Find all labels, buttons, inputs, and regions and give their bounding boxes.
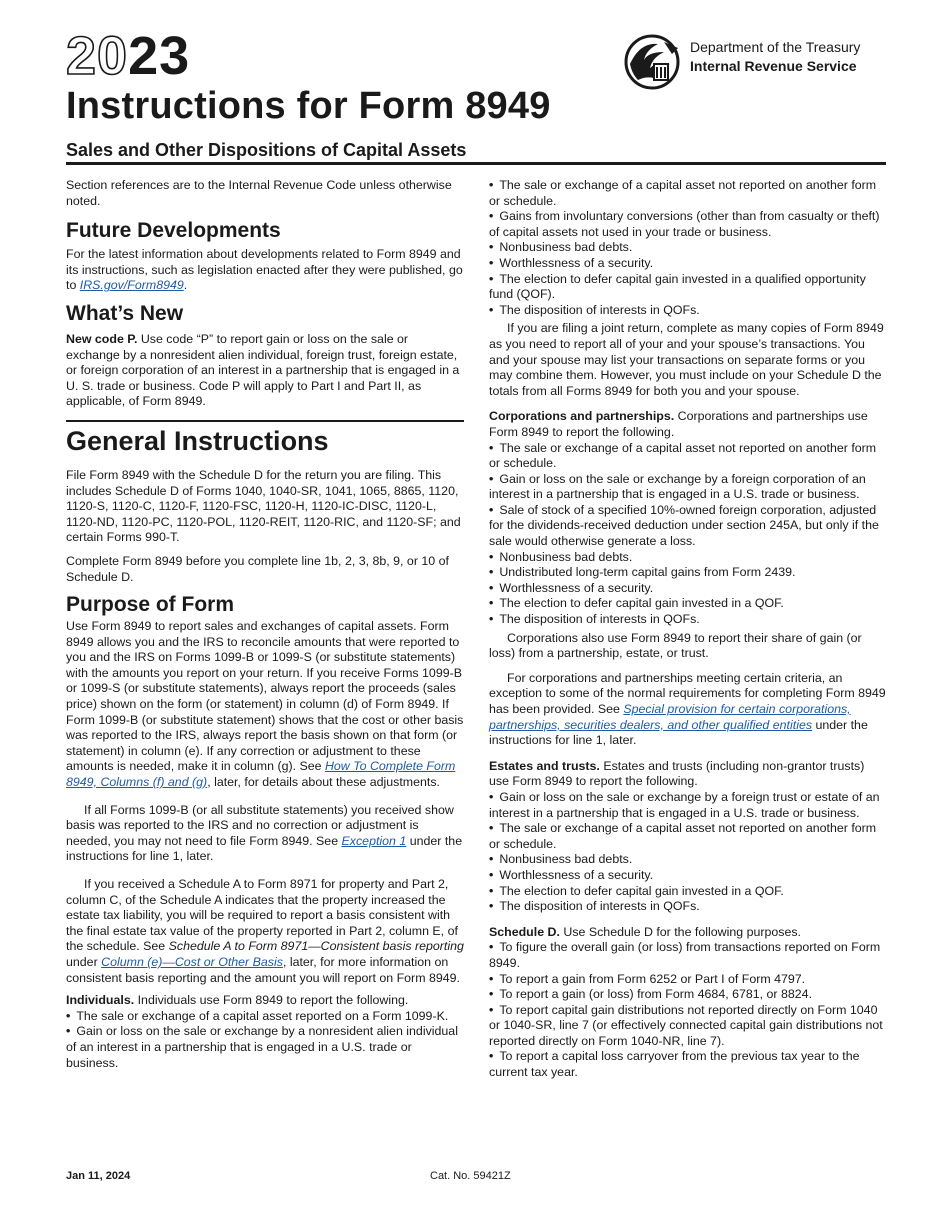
purpose-p3-text: If you received a Schedule A to Form 8971 for property and Part 2, column C, of the Schedule A indicates that the property increased the estate tax liability, you will be required to report a basis consistent with the final estate tax value of the property reported in Part 2, column E, of the schedule. See [66, 877, 458, 954]
irs-eagle-logo-icon [624, 34, 684, 90]
purpose-paragraph-3 [66, 877, 464, 986]
list-item: • The disposition of interests in QOFs. [489, 899, 887, 915]
list-item: • Worthlessness of a security. [489, 581, 887, 597]
estates-text: Estates and trusts (including non-grantor trusts) use Form 8949 to report the following. [489, 758, 865, 789]
agency-block [690, 38, 860, 76]
purpose-heading: Purpose of Form [66, 593, 235, 617]
footer-date: Jan 11, 2024 [66, 1170, 131, 1182]
list-item: • To report a gain from Form 6252 or Part I of Form 4797. [489, 972, 887, 988]
general-paragraph-1: File Form 8949 with the Schedule D for the return you are filing. This includes Schedule D of Forms 1040, 1040-SR, 1041, 1065, 8865, 1120, 1120-S, 1120-C, 1120-F, 1120-FSC, 1120-H, 1120-IC-DISC, 1120-L, 1120-ND, 1120-PC, 1120-POL, 1120-REIT, 1120-RIC, and 1120-SF; and certain Forms 990-T. [66, 467, 461, 545]
agency-name: Internal Revenue Service [690, 58, 857, 74]
list-item: • To figure the overall gain (or loss) from transactions reported on Form 8949. [489, 940, 887, 971]
general-instructions-heading: General Instructions [66, 425, 329, 456]
list-item: • Nonbusiness bad debts. [489, 240, 887, 256]
individuals-label: Individuals. [66, 993, 135, 1008]
purpose-paragraph-1 [66, 619, 464, 791]
purpose-paragraph-2 [66, 803, 464, 865]
corporations-paragraph-3 [489, 671, 887, 749]
list-item: • Gain or loss on the sale or exchange by a foreign trust or estate of an interest in a partnership that is engaged in a U.S. trade or business. [489, 790, 887, 821]
left-column [66, 178, 464, 1071]
new-code-paragraph [66, 332, 464, 410]
corp-p3-end: under the instructions for line 1, later. [489, 717, 868, 748]
whats-new-heading: What’s New [66, 301, 184, 325]
corporations-text: Corporations and partnerships use Form 8949 to report the following. [489, 409, 868, 439]
list-item: • Gain or loss on the sale or exchange by a nonresident alien individual of an interest in a partnership that is engaged in a U.S. trade or business. [66, 1024, 464, 1071]
general-paragraph-2: Complete Form 8949 before you complete line 1b, 2, 3, 8b, 9, or 10 of Schedule D. [66, 553, 449, 584]
exception-1-link[interactable]: Exception 1 [341, 833, 407, 848]
year-solid: 23 [128, 26, 191, 86]
footer-catalog-number: Cat. No. 59421Z [430, 1170, 511, 1182]
special-provision-link[interactable]: Special provision for certain corporations, partnerships, securities dealers, and other qualified entities [489, 702, 851, 732]
list-item: • Gains from involuntary conversions (other than from casualty or theft) of capital assets not used in your trade or business. [489, 209, 887, 240]
page-subtitle: Sales and Other Dispositions of Capital Assets [66, 140, 467, 160]
future-end: . [183, 278, 188, 293]
columns-f-g-link[interactable]: How To Complete Form 8949, Columns (f) and (g) [66, 759, 456, 790]
list-item: • To report a capital loss carryover from the previous tax year to the current tax year. [489, 1049, 887, 1080]
individuals-paragraph [66, 993, 464, 1009]
purpose-p2-text: If all Forms 1099-B (or all substitute statements) you received show basis was reported to the IRS and no correction or adjustment is needed, you may not need to file Form 8949. See [66, 802, 454, 848]
header-rule [66, 162, 886, 165]
new-code-label: New code P. [66, 331, 138, 346]
list-item: • The sale or exchange of a capital asset not reported on another form or schedule. [489, 441, 887, 472]
corporations-paragraph-2: Corporations also use Form 8949 to report their share of gain (or loss) from a partnership, estate, or trust. [489, 630, 862, 661]
intro-text: Section references are to the Internal Revenue Code unless otherwise noted. [66, 178, 452, 208]
purpose-p3-italic: Schedule A to Form 8971—Consistent basis reporting [168, 939, 464, 954]
estates-label: Estates and trusts. [489, 758, 600, 773]
list-item: • The sale or exchange of a capital asset reported on a Form 1099-K. [66, 1009, 464, 1025]
purpose-p1-text: Use Form 8949 to report sales and exchanges of capital assets. Form 8949 allows you and the IRS to reconcile amounts that were reported to you and the IRS on Forms 1099-B or 1099-S (or substitute statements) with the amounts you report on your return. If you receive Forms 1099-B or 1099-S (or substitute statements), always report the proceeds (sales price) shown on the form (or statement) in column (d) of Form 8949. If Form 1099-B (or substitute statement) shows that the cost or other basis was reported to the IRS, always report the basis shown on that form (or statement) in column (e). If any correction or adjustment to these amounts is needed, make it in column (g). See [66, 619, 464, 774]
general-rule [66, 420, 464, 422]
schedule-d-label: Schedule D. [489, 924, 560, 939]
purpose-p2-end: under the instructions for line 1, later. [66, 833, 463, 864]
purpose-p1-end: , later, for details about these adjustments. [207, 775, 440, 790]
list-item: • The election to defer capital gain invested in a QOF. [489, 884, 887, 900]
estates-paragraph [489, 759, 887, 790]
list-item: • The sale or exchange of a capital asset not reported on another form or schedule. [489, 178, 887, 209]
individuals-text: Individuals use Form 8949 to report the following. [134, 993, 409, 1008]
page-title: Instructions for Form 8949 [66, 85, 551, 127]
purpose-p3-mid: under [66, 954, 102, 969]
new-code-text: Use code “P” to report gain or loss on the sale or exchange by a nonresident alien individual, foreign trust, foreign estate, or foreign corporation of an interest in a partnership that is engaged in a U. S. trade or business. Code P will apply to Part I and Part II, as applicable, of Form 8949. [66, 331, 460, 409]
list-item: • Worthlessness of a security. [489, 868, 887, 884]
column-e-cost-basis-link[interactable]: Column (e)—Cost or Other Basis [101, 954, 283, 969]
future-developments-heading: Future Developments [66, 219, 281, 243]
list-item: • Undistributed long-term capital gains from Form 2439. [489, 565, 887, 581]
schedule-d-paragraph [489, 925, 887, 941]
list-item: • To report a gain (or loss) from Form 4684, 6781, or 8824. [489, 987, 887, 1003]
department-name: Department of the Treasury [690, 39, 861, 55]
future-developments-text [66, 247, 464, 294]
list-item: • To report capital gain distributions not reported directly on Form 1040 or 1040-SR, line 7 (or effectively connected capital gain distributions not reported directly on Form 1040-NR, line 7). [489, 1003, 887, 1050]
list-item: • The disposition of interests in QOFs. [489, 303, 887, 319]
year-heading [66, 26, 190, 86]
list-item: • The election to defer capital gain invested in a QOF. [489, 596, 887, 612]
irs-form8949-link[interactable]: IRS.gov/Form8949 [79, 278, 184, 293]
list-item: • Sale of stock of a specified 10%-owned foreign corporation, adjusted for the dividends-received deduction under section 245A, but only if the sale would otherwise generate a loss. [489, 503, 887, 550]
list-item: • Nonbusiness bad debts. [489, 550, 887, 566]
list-item: • Worthlessness of a security. [489, 256, 887, 272]
right-column [489, 178, 887, 1081]
list-item: • Gain or loss on the sale or exchange by a foreign corporation of an interest in a partnership that is engaged in a U.S. trade or business. [489, 472, 887, 503]
list-item: • The disposition of interests in QOFs. [489, 612, 887, 628]
list-item: • Nonbusiness bad debts. [489, 852, 887, 868]
corporations-label: Corporations and partnerships. [489, 409, 675, 424]
corporations-paragraph [489, 409, 887, 440]
corp-p3-text: For corporations and partnerships meeting certain criteria, an exception to some of the normal requirements for completing Form 8949 has been provided. See [489, 670, 886, 716]
purpose-p3-end: , later, for more information on consistent basis reporting and the amount you will report on Form 8949. [66, 954, 460, 985]
list-item: • The sale or exchange of a capital asset not reported on another form or schedule. [489, 821, 887, 852]
joint-return-paragraph: If you are filing a joint return, complete as many copies of Form 8949 as you need to report all of your and your spouse’s transactions. You and your spouse may list your transactions on separate forms or you may combine them. However, you must include on your Schedule D the totals from all Forms 8949 for both you and your spouse. [489, 321, 884, 398]
future-text: For the latest information about developments related to Form 8949 and its instructions, such as legislation enacted after they were published, go to [66, 247, 463, 293]
list-item: • The election to defer capital gain invested in a qualified opportunity fund (QOF). [489, 272, 887, 303]
schedule-d-text: Use Schedule D for the following purposes. [559, 924, 801, 939]
year-outline: 20 [66, 26, 129, 86]
